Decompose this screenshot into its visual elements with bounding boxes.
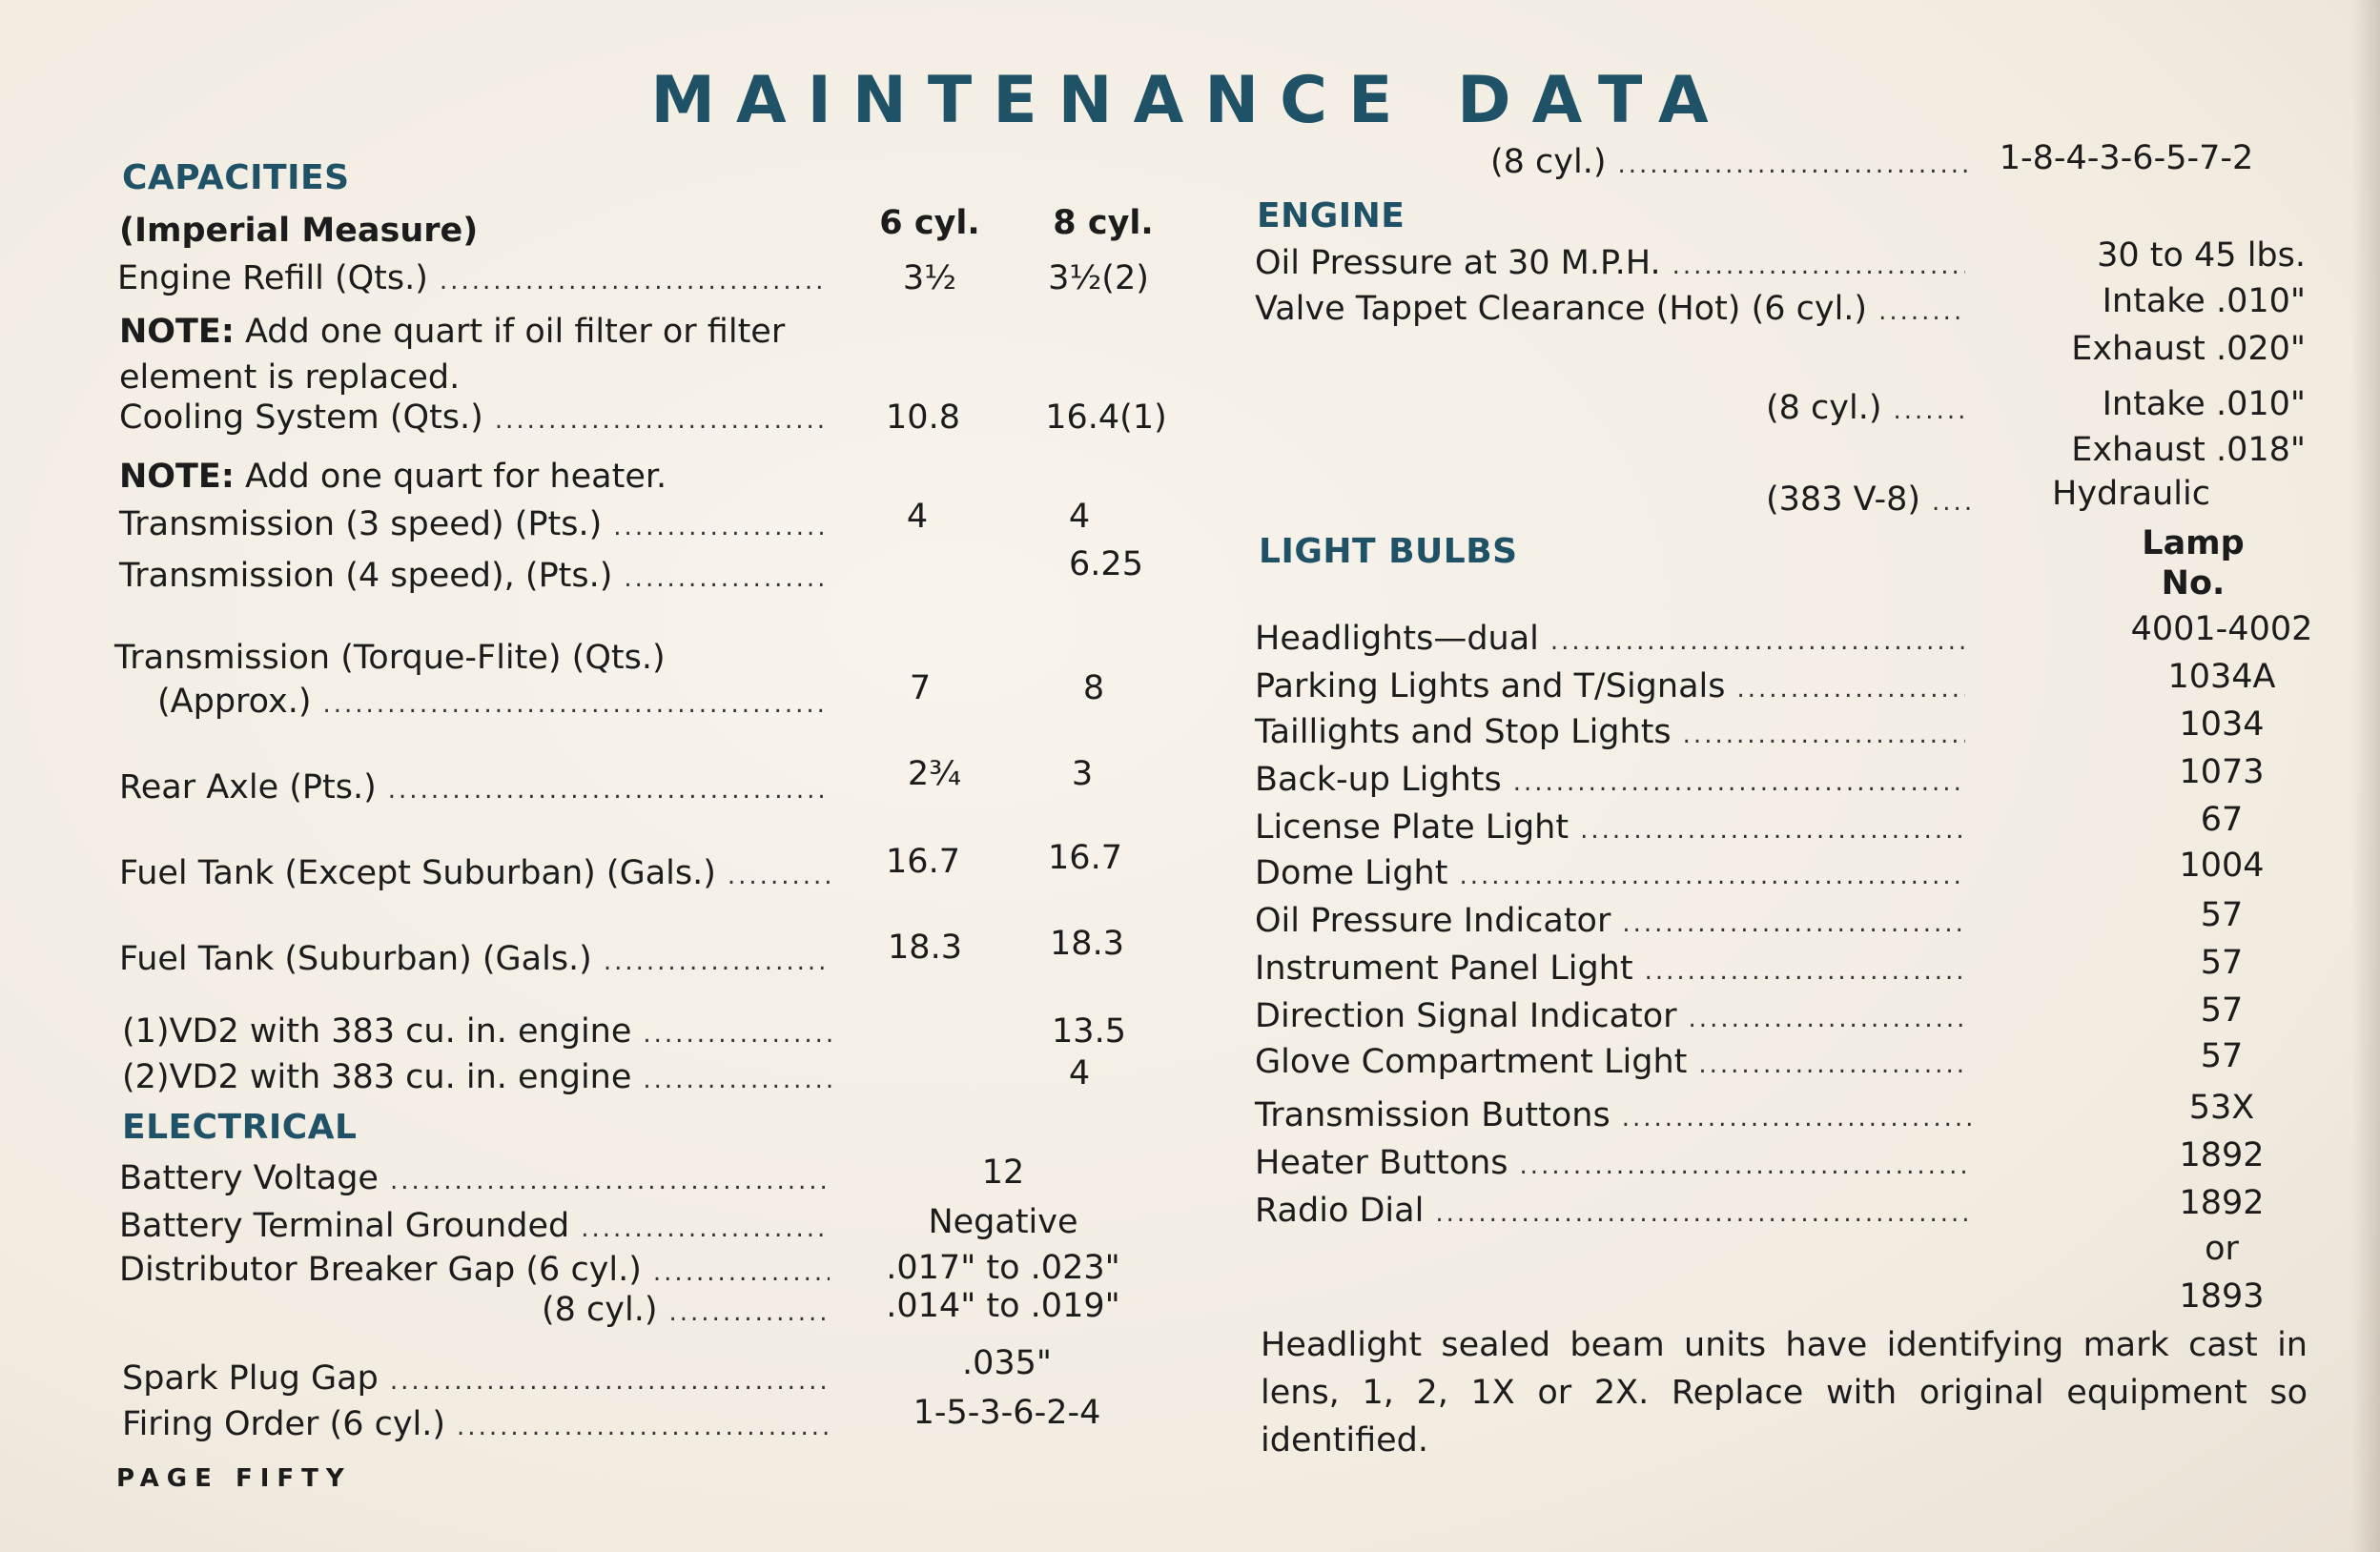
heater-note: [119, 454, 901, 500]
light-bulb-label: License Plate Light: [1255, 808, 1570, 847]
fuel-tank-except-row: [119, 854, 830, 892]
light-bulb-row: [1255, 997, 1965, 1035]
battery-voltage-label: Battery Voltage: [119, 1159, 379, 1197]
engine-refill-label: Engine Refill (Qts.): [117, 259, 428, 297]
light-bulb-row: [1255, 1096, 1972, 1134]
rear-axle-row: [119, 768, 830, 807]
light-bulbs-heading: LIGHT BULBS: [1259, 532, 1518, 571]
breaker-gap-8cyl-row: [542, 1291, 830, 1329]
tappet-6cyl-exhaust: Exhaust .020": [2071, 330, 2306, 368]
lamp-number: 53X: [2188, 1089, 2255, 1127]
light-bulb-row: [1255, 854, 1965, 892]
rear-axle-8cyl: 3: [1071, 755, 1094, 793]
engine-heading: ENGINE: [1257, 196, 1405, 235]
col-8cyl-header: 8 cyl.: [1053, 204, 1154, 242]
trans-3speed-8cyl: 4: [1068, 498, 1091, 536]
tappet-8cyl-exhaust: Exhaust .018": [2071, 431, 2306, 469]
page-number-footer: PAGE FIFTY: [116, 1464, 352, 1493]
light-bulb-row: [1255, 713, 1965, 751]
rear-axle-label: Rear Axle (Pts.): [119, 768, 377, 807]
lamp-number: 57: [2200, 896, 2244, 934]
fuel-tank-except-6cyl: 16.7: [886, 843, 960, 881]
vd2-note-1-value: 13.5: [1052, 1012, 1126, 1051]
vd2-note-1-label: (1)VD2 with 383 cu. in. engine: [122, 1012, 632, 1051]
light-bulb-label: Glove Compartment Light: [1255, 1043, 1688, 1081]
oil-filter-note: [119, 309, 901, 400]
tappet-383-row: [1766, 480, 1974, 519]
trans-3speed-label: Transmission (3 speed) (Pts.): [119, 505, 603, 543]
light-bulb-row: [1255, 1043, 1965, 1081]
firing-order-6cyl-row: [122, 1405, 830, 1443]
light-bulb-row: [1255, 1192, 1972, 1230]
battery-terminal-value: Negative: [928, 1203, 1078, 1241]
breaker-gap-6cyl-value: .017" to .023": [886, 1249, 1120, 1287]
light-bulb-label: Parking Lights and T/Signals: [1255, 667, 1726, 705]
torqueflite-6cyl: 7: [909, 669, 932, 707]
spark-plug-gap-value: .035": [961, 1344, 1053, 1382]
radio-dial-or: or: [2205, 1230, 2239, 1268]
note-text: Add one quart for heater.: [234, 458, 667, 496]
battery-terminal-label: Battery Terminal Grounded: [119, 1207, 570, 1245]
lamp-no-header-line2: No.: [2161, 564, 2226, 602]
electrical-heading: ELECTRICAL: [122, 1108, 358, 1147]
rear-axle-6cyl: 2¾: [907, 755, 962, 793]
col-6cyl-header: 6 cyl.: [879, 204, 980, 242]
spark-plug-gap-row: [122, 1359, 830, 1398]
trans-4speed-label: Transmission (4 speed), (Pts.): [119, 557, 613, 595]
trans-3speed-row: [119, 505, 830, 543]
vd2-note-2-row: [122, 1058, 833, 1096]
fuel-tank-except-label: Fuel Tank (Except Suburban) (Gals.): [119, 854, 716, 892]
cooling-system-label: Cooling System (Qts.): [119, 398, 483, 437]
lamp-number: 1892: [2179, 1136, 2265, 1174]
note-label: NOTE:: [119, 458, 235, 496]
light-bulb-row: [1255, 902, 1965, 940]
breaker-gap-8cyl-label: (8 cyl.): [542, 1291, 658, 1329]
lamp-number: 4001-4002: [2130, 610, 2313, 648]
cooling-8cyl: 16.4(1): [1045, 398, 1167, 437]
light-bulb-row: [1255, 667, 1965, 705]
vd2-note-1-row: [122, 1012, 833, 1051]
tappet-383-value: Hydraulic: [2052, 475, 2210, 513]
tappet-8cyl-intake: Intake .010": [2102, 385, 2306, 423]
oil-pressure-row: [1255, 244, 1965, 282]
oil-pressure-value: 30 to 45 lbs.: [2097, 236, 2306, 275]
light-bulb-label: Back-up Lights: [1255, 761, 1502, 799]
tappet-8cyl-label: (8 cyl.): [1766, 389, 1882, 427]
vd2-note-2-value: 4: [1068, 1054, 1091, 1093]
light-bulb-row: [1255, 950, 1965, 988]
tappet-6cyl-label: Valve Tappet Clearance (Hot) (6 cyl.): [1255, 290, 1868, 328]
fuel-tank-suburban-6cyl: 18.3: [888, 929, 962, 967]
page-edge-shadow: [2351, 0, 2380, 1552]
capacities-heading: CAPACITIES: [122, 158, 350, 197]
battery-voltage-value: 12: [981, 1154, 1025, 1192]
torqueflite-row: [157, 683, 828, 721]
lamp-number: 67: [2200, 801, 2244, 839]
trans-4speed-8cyl: 6.25: [1069, 545, 1143, 583]
tappet-383-label: (383 V-8): [1766, 480, 1921, 519]
vd2-note-2-label: (2)VD2 with 383 cu. in. engine: [122, 1058, 632, 1096]
breaker-gap-6cyl-label: Distributor Breaker Gap (6 cyl.): [119, 1251, 642, 1289]
fuel-tank-suburban-8cyl: 18.3: [1050, 925, 1124, 963]
torqueflite-8cyl: 8: [1082, 669, 1105, 707]
engine-refill-6cyl: 3½: [902, 259, 957, 297]
lamp-number: 1034: [2179, 705, 2265, 744]
oil-pressure-label: Oil Pressure at 30 M.P.H.: [1255, 244, 1661, 282]
firing-order-6cyl-value: 1-5-3-6-2-4: [913, 1394, 1101, 1432]
light-bulb-row: [1255, 761, 1965, 799]
lamp-number: 57: [2200, 1037, 2244, 1075]
fuel-tank-suburban-label: Fuel Tank (Suburban) (Gals.): [119, 940, 592, 978]
lamp-no-header-line1: Lamp: [2142, 524, 2245, 562]
firing-order-8cyl-label: (8 cyl.): [1490, 143, 1607, 181]
page-title: MAINTENANCE DATA: [650, 63, 1730, 138]
battery-voltage-row: [119, 1159, 830, 1197]
tappet-6cyl-intake: Intake .010": [2102, 282, 2306, 320]
battery-terminal-row: [119, 1207, 830, 1245]
light-bulb-row: [1255, 620, 1965, 658]
headlight-note: Headlight sealed beam units have identifying mark cast in lens, 1, 2, 1X or 2X. Replace with original equipment so identified.: [1261, 1326, 2308, 1460]
firing-order-8cyl-value: 1-8-4-3-6-5-7-2: [1999, 139, 2254, 177]
firing-order-6cyl-label: Firing Order (6 cyl.): [122, 1405, 446, 1443]
light-bulb-label: Instrument Panel Light: [1255, 950, 1633, 988]
torqueflite-label: Transmission (Torque-Flite) (Qts.): [114, 639, 666, 677]
light-bulb-label: Taillights and Stop Lights: [1255, 713, 1672, 751]
note-text: Add one quart if oil filter or filter element is replaced.: [119, 313, 786, 397]
light-bulb-label: Direction Signal Indicator: [1255, 997, 1677, 1035]
spark-plug-gap-label: Spark Plug Gap: [122, 1359, 379, 1398]
fuel-tank-except-8cyl: 16.7: [1048, 839, 1122, 877]
tappet-8cyl-row: [1766, 389, 1965, 427]
note-label: NOTE:: [119, 313, 235, 351]
light-bulb-label: Headlights—dual: [1255, 620, 1539, 658]
trans-4speed-row: [119, 557, 830, 595]
breaker-gap-8cyl-value: .014" to .019": [886, 1287, 1120, 1325]
lamp-number: 1892: [2179, 1184, 2265, 1222]
cooling-6cyl: 10.8: [886, 398, 960, 437]
radio-dial-alt-value: 1893: [2179, 1277, 2265, 1316]
tappet-6cyl-row: [1255, 290, 1965, 328]
lamp-number: 1034A: [2167, 658, 2276, 696]
light-bulb-row: [1255, 1144, 1972, 1182]
light-bulb-label: Heater Buttons: [1255, 1144, 1508, 1182]
fuel-tank-suburban-row: [119, 940, 830, 978]
torqueflite-approx-label: (Approx.): [157, 683, 312, 721]
firing-order-8cyl-row: [1490, 143, 1967, 181]
lamp-number: 57: [2200, 944, 2244, 982]
light-bulb-label: Dome Light: [1255, 854, 1448, 892]
imperial-measure-label: (Imperial Measure): [119, 212, 479, 250]
cooling-system-row: [119, 398, 830, 437]
engine-refill-8cyl: 3½(2): [1048, 259, 1149, 297]
light-bulb-label: Transmission Buttons: [1255, 1096, 1611, 1134]
light-bulb-label: Oil Pressure Indicator: [1255, 902, 1611, 940]
light-bulb-label: Radio Dial: [1255, 1192, 1425, 1230]
lamp-number: 1073: [2179, 753, 2265, 791]
light-bulb-row: [1255, 808, 1965, 847]
engine-refill-row: [117, 259, 828, 297]
trans-3speed-6cyl: 4: [906, 498, 929, 536]
breaker-gap-6cyl-row: [119, 1251, 830, 1289]
lamp-number: 57: [2200, 991, 2244, 1030]
lamp-number: 1004: [2179, 847, 2265, 885]
